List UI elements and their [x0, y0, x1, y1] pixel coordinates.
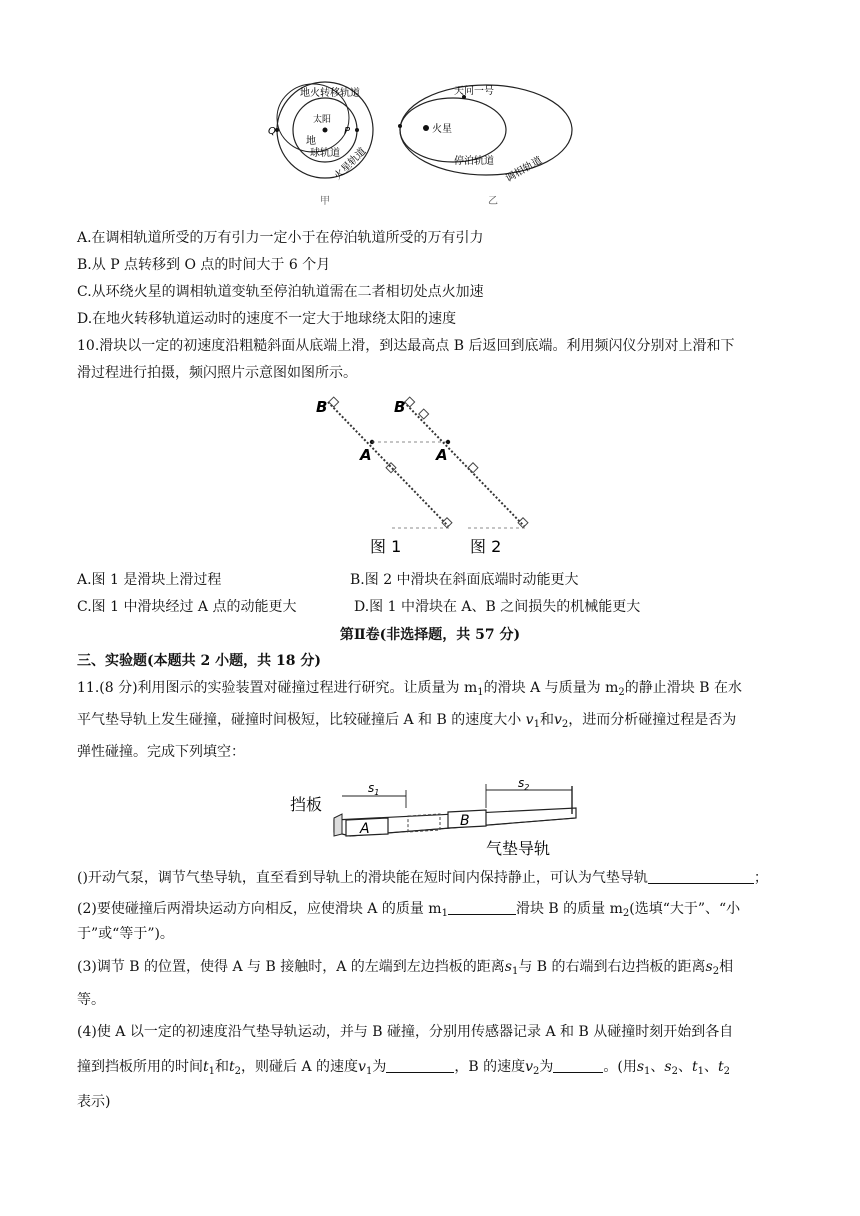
earth-orbit-label-a: 地 [306, 136, 316, 147]
q10-option-c: C.图 1 中滑块经过 A 点的动能更大 [77, 599, 297, 615]
sub-1: 1 [441, 908, 448, 919]
orbit-figure [268, 80, 588, 210]
sub-1: 1 [533, 719, 540, 730]
q11-l1-text: 11.(8 分)利用图示的实验装置对碰撞过程进行研究。让质量为 m [77, 680, 478, 696]
answer-blank-4[interactable] [553, 1058, 603, 1073]
sub-1: 1 [511, 966, 519, 977]
caption-figure-1: 图 1 [370, 537, 402, 556]
air-track-label: 气垫导轨 [486, 839, 551, 858]
figure-yi [398, 84, 572, 207]
sep: 、 [650, 1059, 665, 1075]
mars-label: 火星 [432, 124, 452, 135]
label-b-2: B [394, 398, 406, 416]
slider-a-label: A [360, 821, 370, 837]
q11-p4-text-e: 为 [372, 1059, 387, 1075]
q11-l1-sub2: 2 [618, 687, 625, 698]
parking-orbit-label: 停泊轨道 [454, 156, 494, 167]
answer-blank-3[interactable] [386, 1058, 454, 1073]
left-baffle [334, 814, 342, 836]
q11-p4-text-h: 。(用 [603, 1059, 637, 1075]
slider-mid-2 [468, 463, 478, 473]
q9-option-d: D.在地火转移轨道运动时的速度不一定大于地球绕太阳的速度 [77, 311, 457, 327]
q11-p3-text-c: 相 [719, 959, 734, 975]
q11-l2-and: 和 [539, 712, 554, 728]
figure-jia [268, 82, 373, 207]
caption-figure-2: 图 2 [470, 537, 502, 556]
slider-top-2 [419, 409, 429, 419]
p-label: P [344, 126, 351, 137]
sep: 、 [704, 1059, 718, 1075]
q9-option-b: B.从 P 点转移到 O 点的时间大于 6 个月 [77, 257, 331, 273]
s1-sub: 1 [374, 788, 380, 797]
air-track-figure [290, 778, 580, 860]
sub-2: 2 [533, 1066, 540, 1077]
sub-1: 1 [644, 1066, 651, 1077]
point-p [355, 128, 359, 132]
caption-yi: 乙 [488, 196, 498, 207]
q11-line1 [77, 678, 742, 703]
sub-1: 1 [208, 1066, 216, 1077]
sep: 、 [677, 1059, 692, 1075]
q11-p2-text-a: (2)要使碰撞后两滑块运动方向相反，应使滑块 A 的质量 m [77, 901, 442, 917]
q11-p1-end: ； [753, 870, 768, 886]
var-v2: v [553, 712, 562, 728]
sun-label: 太阳 [313, 115, 332, 125]
incline-1 [328, 402, 448, 526]
sub-2: 2 [671, 1066, 678, 1077]
q11-l1-text-c: 的静止滑块 B 在水 [624, 680, 742, 696]
mars-dot [423, 125, 429, 131]
var-t2: t [229, 1059, 235, 1075]
q11-p4-text-d: ，则碰后 A 的速度 [241, 1059, 359, 1075]
q11-l2-text-b: ，进而分析碰撞过程是否为 [568, 712, 737, 728]
q9-option-c: C.从环绕火星的调相轨道变轨至停泊轨道需在二者相切处点火加速 [77, 284, 484, 300]
sub-1: 1 [697, 1066, 704, 1077]
var-s2: s [664, 1059, 672, 1075]
label-a-2: A [436, 446, 448, 464]
q11-part3 [77, 957, 733, 982]
tianwen-label: 天问一号 [454, 86, 494, 97]
label-b-1: B [316, 398, 328, 416]
var-s1: s [504, 959, 512, 975]
parking-orbit-ellipse [400, 98, 506, 162]
slider-mid-1 [386, 463, 396, 473]
incline-figure [308, 394, 538, 556]
sun-dot [323, 128, 328, 133]
q11-part4-end: 表示) [77, 1094, 111, 1110]
q11-l2-text: 平气垫导轨上发生碰撞，碰撞时间极短，比较碰撞后 A 和 B 的速度大小 [77, 712, 522, 728]
var-t1: t [691, 1059, 698, 1075]
q11-p4-and: 和 [215, 1059, 230, 1075]
sub-2: 2 [723, 1066, 731, 1077]
q11-p2-text-c: (选填“大于”、“小 [629, 901, 741, 917]
q10-option-d: D.图 1 中滑块在 A、B 之间损失的机械能更大 [354, 599, 641, 615]
answer-blank-1[interactable] [648, 869, 754, 884]
q10-option-a: A.图 1 是滑块上滑过程 [77, 572, 222, 588]
q11-l1-sub1: 1 [477, 687, 484, 698]
q11-p1-text: ()开动气泵，调节气垫导轨，直至看到导轨上的滑块能在短时间内保持静止，可认为气垫导轨 [77, 870, 648, 886]
sub-2: 2 [234, 1066, 242, 1077]
q11-p4-text-b: 撞到挡板所用的时间 [77, 1059, 203, 1075]
q11-line2 [77, 710, 736, 735]
earth-orbit-label-b: 球轨道 [310, 148, 340, 159]
var-s2: s [705, 959, 713, 975]
q11-part2-cont: 于”或“等于”)。 [77, 926, 174, 942]
figure-1 [316, 397, 452, 556]
part2-title: 第Ⅱ卷(非选择题，共 57 分) [339, 627, 521, 643]
s2-sub: 2 [524, 783, 530, 792]
q11-l1-text-b: 的滑块 A 与质量为 m [483, 680, 619, 696]
s1-letter: s [368, 781, 375, 795]
section3-title: 三、实验题(本题共 2 小题，共 18 分) [77, 653, 321, 669]
phasing-orbit-label: 调相轨道 [504, 155, 545, 185]
q11-part4: (4)使 A 以一定的初速度沿气垫导轨运动，并与 B 碰撞，分别用传感器记录 A 和 B 从碰撞时刻开始到各自 [77, 1024, 734, 1040]
q11-p3-text-b: 与 B 的右端到右边挡板的距离 [518, 959, 706, 975]
var-v1: v [525, 712, 534, 728]
answer-blank-2[interactable] [448, 900, 516, 915]
q11-line3: 弹性碰撞。完成下列填空： [77, 744, 245, 760]
caption-jia: 甲 [320, 196, 330, 207]
q-label: Q [268, 126, 276, 137]
q10-stem-line2: 滑过程进行拍摄，频闪照片示意图如图所示。 [77, 365, 357, 381]
q11-part1 [77, 868, 768, 888]
var-s1: s [636, 1059, 645, 1075]
q10-option-b: B.图 2 中滑块在斜面底端时动能更大 [350, 572, 579, 588]
var-v1: v [358, 1059, 366, 1075]
slider-bottom-1 [442, 518, 452, 528]
figure-2 [394, 397, 528, 556]
label-a-1: A [360, 446, 372, 464]
q11-part4-cont [77, 1057, 730, 1082]
sub-2: 2 [561, 719, 569, 730]
s2-letter: s [518, 778, 525, 790]
incline-2 [404, 402, 524, 526]
s1-label [368, 781, 379, 797]
mars-orbit-label: 火星轨道 [332, 146, 369, 183]
point-a-2 [446, 440, 450, 444]
sub-2: 2 [712, 966, 720, 977]
q11-p3-text-a: (3)调节 B 的位置，使得 A 与 B 接触时，A 的左端到左边挡板的距离 [77, 959, 505, 975]
var-t2: t [718, 1059, 724, 1075]
baffle-label: 挡板 [290, 795, 323, 814]
q11-p4-text-g: 为 [539, 1059, 554, 1075]
slider-b-label: B [460, 813, 470, 829]
transfer-orbit-label: 地火转移轨道 [300, 88, 360, 99]
q11-p4-text-f: ，B 的速度 [454, 1059, 526, 1075]
sub-1: 1 [365, 1066, 373, 1077]
s2-label [518, 778, 529, 792]
var-t1: t [203, 1059, 209, 1075]
q10-stem-line1: 10.滑块以一定的初速度沿粗糙斜面从底端上滑，到达最高点 B 后返回到底端。利用频闪仪分别对上滑和下 [77, 338, 735, 354]
q11-part2 [77, 899, 740, 924]
q11-part3-cont: 等。 [77, 992, 105, 1008]
slider-bottom-2 [518, 518, 528, 528]
q9-option-a: A.在调相轨道所受的万有引力一定小于在停泊轨道所受的万有引力 [77, 230, 484, 246]
q11-p2-text-b: 滑块 B 的质量 m [515, 901, 623, 917]
sub-2: 2 [622, 908, 630, 919]
var-v2: v [525, 1059, 534, 1075]
tangent-point [398, 124, 402, 128]
